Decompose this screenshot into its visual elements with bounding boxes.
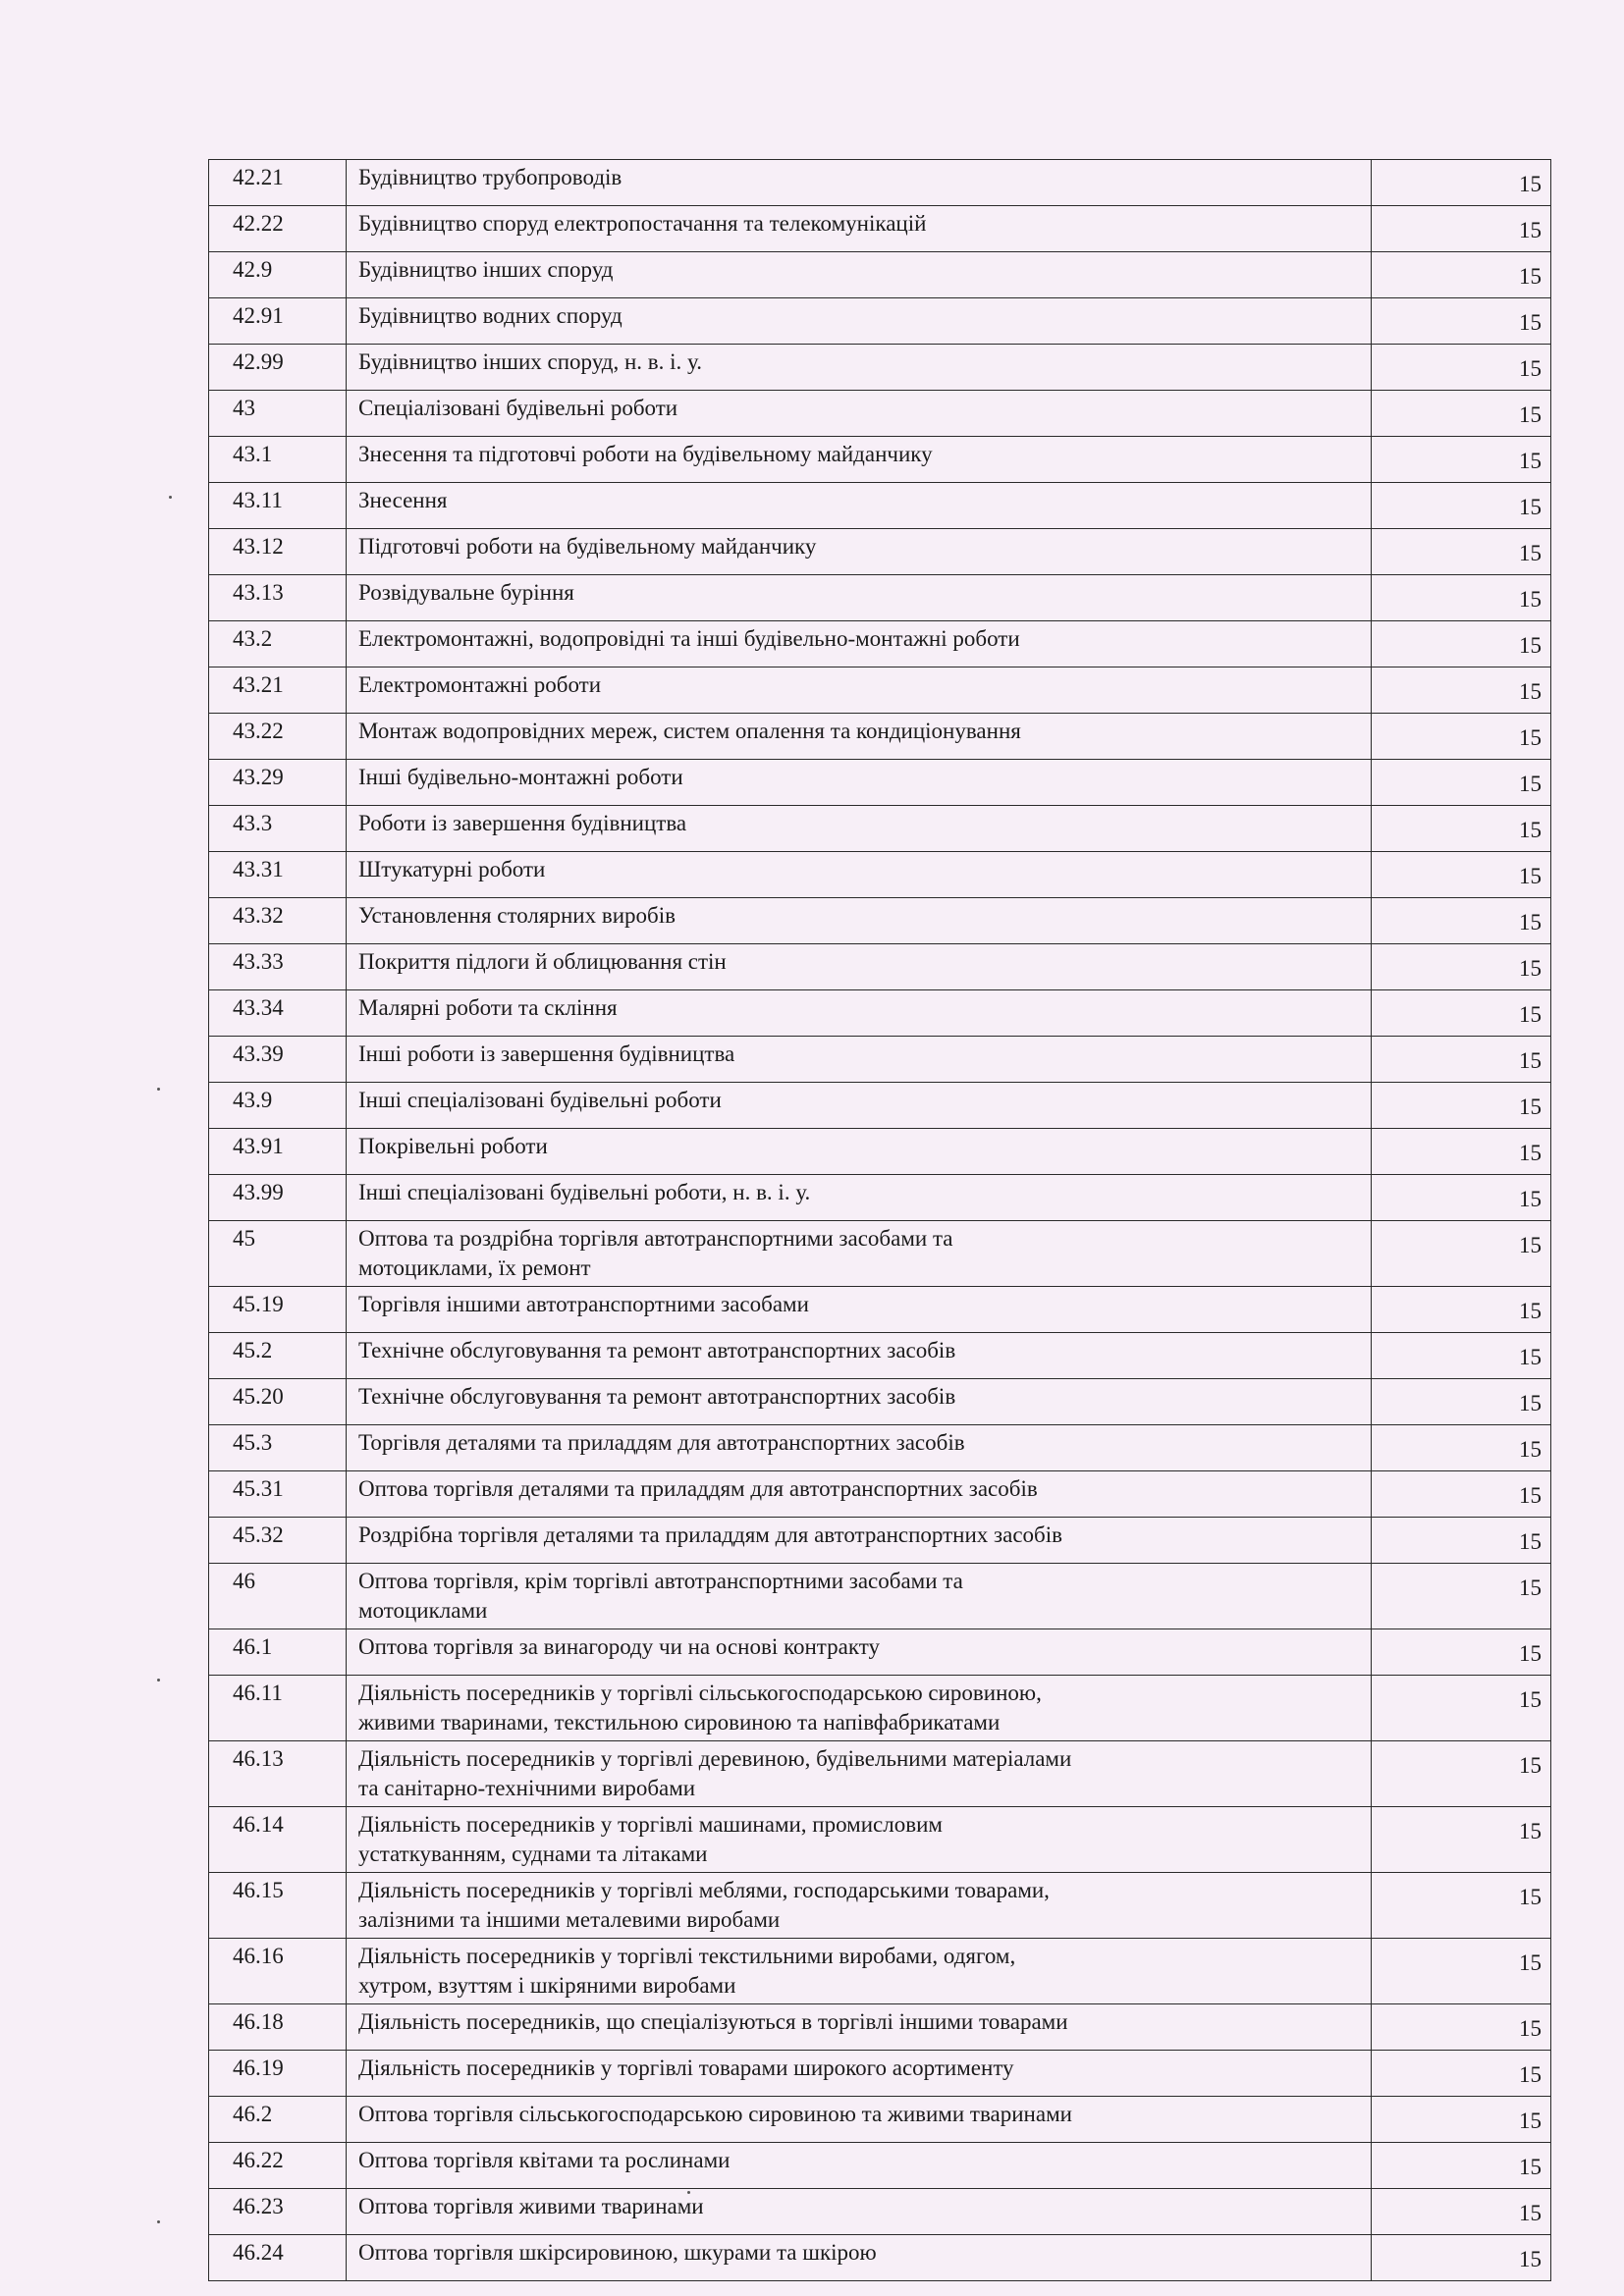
table-row — [209, 1037, 1551, 1083]
table-row — [209, 1807, 1551, 1873]
activity-code: 46.22 — [209, 2143, 347, 2189]
activity-code: 43.3 — [209, 806, 347, 852]
activity-rate: 15 — [1372, 1564, 1551, 1629]
activity-code: 42.91 — [209, 298, 347, 345]
activity-code: 46.14 — [209, 1807, 347, 1873]
activity-code: 43.12 — [209, 529, 347, 575]
activity-description: Малярні роботи та скління — [347, 990, 1372, 1037]
activity-rate: 15 — [1372, 667, 1551, 714]
table-row — [209, 1083, 1551, 1129]
activity-rate: 15 — [1372, 206, 1551, 252]
activity-code: 43.32 — [209, 898, 347, 944]
table-row — [209, 714, 1551, 760]
activity-code: 42.99 — [209, 345, 347, 391]
activity-description: Діяльність посередників у торгівлі меблями, господарськими товарами, залізними та іншими металевими виробами — [347, 1873, 1372, 1939]
activity-code: 43.21 — [209, 667, 347, 714]
activity-description: Торгівля деталями та приладдям для автотранспортних засобів — [347, 1425, 1372, 1471]
activity-code: 43 — [209, 391, 347, 437]
activity-description: Інші роботи із завершення будівництва — [347, 1037, 1372, 1083]
activity-description: Діяльність посередників у торгівлі текстильними виробами, одягом, хутром, взуттям і шкіряними виробами — [347, 1939, 1372, 2004]
activity-rate: 15 — [1372, 1518, 1551, 1564]
activity-description: Розвідувальне буріння — [347, 575, 1372, 621]
activity-code: 46 — [209, 1564, 347, 1629]
table-row — [209, 1287, 1551, 1333]
table-row — [209, 2004, 1551, 2051]
activity-description: Покрівельні роботи — [347, 1129, 1372, 1175]
table-row — [209, 345, 1551, 391]
table-row — [209, 1129, 1551, 1175]
activity-description: Роботи із завершення будівництва — [347, 806, 1372, 852]
table-row — [209, 1939, 1551, 2004]
table-row — [209, 2235, 1551, 2281]
table-row — [209, 160, 1551, 206]
activity-code: 42.9 — [209, 252, 347, 298]
table-row — [209, 483, 1551, 529]
activity-codes-table — [208, 159, 1551, 2281]
activity-code: 43.91 — [209, 1129, 347, 1175]
activity-rate: 15 — [1372, 944, 1551, 990]
table-row — [209, 252, 1551, 298]
activity-rate: 15 — [1372, 1083, 1551, 1129]
activity-description: Знесення та підготовчі роботи на будівельному майданчику — [347, 437, 1372, 483]
table-row — [209, 437, 1551, 483]
table-row — [209, 944, 1551, 990]
scan-speck — [157, 2220, 160, 2223]
activity-rate: 15 — [1372, 1425, 1551, 1471]
activity-rate: 15 — [1372, 1037, 1551, 1083]
activity-rate: 15 — [1372, 806, 1551, 852]
activity-rate: 15 — [1372, 1807, 1551, 1873]
table-row — [209, 1741, 1551, 1807]
activity-description: Монтаж водопровідних мереж, систем опалення та кондиціонування — [347, 714, 1372, 760]
activity-code: 43.39 — [209, 1037, 347, 1083]
activity-description: Спеціалізовані будівельні роботи — [347, 391, 1372, 437]
table-row — [209, 1873, 1551, 1939]
activity-rate: 15 — [1372, 852, 1551, 898]
activity-rate: 15 — [1372, 621, 1551, 667]
activity-description: Оптова торгівля за винагороду чи на основі контракту — [347, 1629, 1372, 1676]
table-row — [209, 206, 1551, 252]
table-row — [209, 575, 1551, 621]
activity-code: 46.2 — [209, 2097, 347, 2143]
activity-rate: 15 — [1372, 1939, 1551, 2004]
activity-rate: 15 — [1372, 298, 1551, 345]
activity-description: Електромонтажні, водопровідні та інші будівельно-монтажні роботи — [347, 621, 1372, 667]
activity-code: 45.32 — [209, 1518, 347, 1564]
activity-rate: 15 — [1372, 1629, 1551, 1676]
activity-description: Діяльність посередників, що спеціалізуються в торгівлі іншими товарами — [347, 2004, 1372, 2051]
table-row — [209, 2051, 1551, 2097]
activity-description: Будівництво споруд електропостачання та телекомунікацій — [347, 206, 1372, 252]
activity-rate: 15 — [1372, 990, 1551, 1037]
activity-rate: 15 — [1372, 2097, 1551, 2143]
table-row — [209, 529, 1551, 575]
activity-code: 46.16 — [209, 1939, 347, 2004]
activity-code: 45 — [209, 1221, 347, 1287]
table-row — [209, 298, 1551, 345]
scan-speck — [157, 1679, 160, 1682]
scan-speck — [687, 2191, 690, 2194]
activity-code: 43.2 — [209, 621, 347, 667]
activity-rate: 15 — [1372, 437, 1551, 483]
activity-rate: 15 — [1372, 1471, 1551, 1518]
activity-rate: 15 — [1372, 575, 1551, 621]
table-body — [209, 160, 1551, 2281]
activity-rate: 15 — [1372, 391, 1551, 437]
activity-code: 46.13 — [209, 1741, 347, 1807]
activity-description: Штукатурні роботи — [347, 852, 1372, 898]
table-row — [209, 621, 1551, 667]
activity-description: Технічне обслуговування та ремонт автотранспортних засобів — [347, 1333, 1372, 1379]
activity-code: 43.13 — [209, 575, 347, 621]
activity-code: 43.33 — [209, 944, 347, 990]
activity-rate: 15 — [1372, 1221, 1551, 1287]
activity-code: 46.11 — [209, 1676, 347, 1741]
table-row — [209, 1221, 1551, 1287]
activity-code: 45.2 — [209, 1333, 347, 1379]
activity-rate: 15 — [1372, 714, 1551, 760]
activity-code: 46.15 — [209, 1873, 347, 1939]
activity-code: 45.19 — [209, 1287, 347, 1333]
activity-rate: 15 — [1372, 1873, 1551, 1939]
activity-rate: 15 — [1372, 2004, 1551, 2051]
activity-code: 46.19 — [209, 2051, 347, 2097]
activity-description: Будівництво трубопроводів — [347, 160, 1372, 206]
table-row — [209, 1175, 1551, 1221]
table-row — [209, 1333, 1551, 1379]
activity-description: Діяльність посередників у торгівлі деревиною, будівельними матеріалами та санітарно-технічними виробами — [347, 1741, 1372, 1807]
activity-description: Інші спеціалізовані будівельні роботи — [347, 1083, 1372, 1129]
activity-description: Покриття підлоги й облицювання стін — [347, 944, 1372, 990]
activity-code: 45.3 — [209, 1425, 347, 1471]
table-row — [209, 2143, 1551, 2189]
table-row — [209, 990, 1551, 1037]
activity-description: Діяльність посередників у торгівлі машинами, промисловим устаткуванням, суднами та літаками — [347, 1807, 1372, 1873]
table-row — [209, 391, 1551, 437]
activity-rate: 15 — [1372, 252, 1551, 298]
activity-description: Технічне обслуговування та ремонт автотранспортних засобів — [347, 1379, 1372, 1425]
activity-rate: 15 — [1372, 2051, 1551, 2097]
activity-description: Інші спеціалізовані будівельні роботи, н. в. і. у. — [347, 1175, 1372, 1221]
table-row — [209, 898, 1551, 944]
activity-description: Установлення столярних виробів — [347, 898, 1372, 944]
activity-description: Інші будівельно-монтажні роботи — [347, 760, 1372, 806]
activity-code: 42.22 — [209, 206, 347, 252]
activity-description: Оптова торгівля квітами та рослинами — [347, 2143, 1372, 2189]
table-row — [209, 2097, 1551, 2143]
activity-code: 43.1 — [209, 437, 347, 483]
activity-description: Знесення — [347, 483, 1372, 529]
activity-rate: 15 — [1372, 898, 1551, 944]
table-row — [209, 1676, 1551, 1741]
activity-code: 46.1 — [209, 1629, 347, 1676]
activity-description: Електромонтажні роботи — [347, 667, 1372, 714]
table-row — [209, 806, 1551, 852]
activity-description: Роздрібна торгівля деталями та приладдям для автотранспортних засобів — [347, 1518, 1372, 1564]
activity-code: 42.21 — [209, 160, 347, 206]
activity-code: 43.31 — [209, 852, 347, 898]
activity-rate: 15 — [1372, 483, 1551, 529]
activity-description: Будівництво водних споруд — [347, 298, 1372, 345]
activity-description: Будівництво інших споруд, н. в. і. у. — [347, 345, 1372, 391]
activity-code: 46.23 — [209, 2189, 347, 2235]
table-row — [209, 2189, 1551, 2235]
activity-rate: 15 — [1372, 1287, 1551, 1333]
activity-description: Оптова торгівля шкірсировиною, шкурами та шкірою — [347, 2235, 1372, 2281]
table-row — [209, 1518, 1551, 1564]
activity-rate: 15 — [1372, 1676, 1551, 1741]
activity-rate: 15 — [1372, 2189, 1551, 2235]
activity-rate: 15 — [1372, 1741, 1551, 1807]
activity-code: 43.99 — [209, 1175, 347, 1221]
activity-rate: 15 — [1372, 1175, 1551, 1221]
scan-speck — [169, 496, 172, 499]
activity-rate: 15 — [1372, 160, 1551, 206]
table-row — [209, 667, 1551, 714]
activity-rate: 15 — [1372, 1333, 1551, 1379]
scan-speck — [157, 1088, 160, 1091]
activity-rate: 15 — [1372, 760, 1551, 806]
activity-description: Оптова та роздрібна торгівля автотранспортними засобами та мотоциклами, їх ремонт — [347, 1221, 1372, 1287]
activity-rate: 15 — [1372, 529, 1551, 575]
activity-code: 43.22 — [209, 714, 347, 760]
activity-code: 43.11 — [209, 483, 347, 529]
activity-description: Оптова торгівля живими тваринами — [347, 2189, 1372, 2235]
activity-description: Діяльність посередників у торгівлі сільськогосподарською сировиною, живими тваринами, текстильною сировиною та напівфабрикатами — [347, 1676, 1372, 1741]
activity-description: Торгівля іншими автотранспортними засобами — [347, 1287, 1372, 1333]
activity-description: Оптова торгівля сільськогосподарською сировиною та живими тваринами — [347, 2097, 1372, 2143]
table-row — [209, 1471, 1551, 1518]
activity-description: Підготовчі роботи на будівельному майданчику — [347, 529, 1372, 575]
activity-description: Будівництво інших споруд — [347, 252, 1372, 298]
activity-description: Оптова торгівля, крім торгівлі автотранспортними засобами та мотоциклами — [347, 1564, 1372, 1629]
activity-code: 45.20 — [209, 1379, 347, 1425]
activity-code: 46.24 — [209, 2235, 347, 2281]
table-row — [209, 852, 1551, 898]
activity-code: 46.18 — [209, 2004, 347, 2051]
table-row — [209, 1564, 1551, 1629]
activity-code: 43.29 — [209, 760, 347, 806]
activity-code: 43.9 — [209, 1083, 347, 1129]
table-row — [209, 1425, 1551, 1471]
activity-rate: 15 — [1372, 345, 1551, 391]
activity-description: Оптова торгівля деталями та приладдям для автотранспортних засобів — [347, 1471, 1372, 1518]
activity-code: 45.31 — [209, 1471, 347, 1518]
activity-rate: 15 — [1372, 1129, 1551, 1175]
table-row — [209, 1629, 1551, 1676]
activity-description: Діяльність посередників у торгівлі товарами широкого асортименту — [347, 2051, 1372, 2097]
activity-code: 43.34 — [209, 990, 347, 1037]
activity-rate: 15 — [1372, 1379, 1551, 1425]
table-row — [209, 760, 1551, 806]
table-row — [209, 1379, 1551, 1425]
activity-rate: 15 — [1372, 2235, 1551, 2281]
activity-rate: 15 — [1372, 2143, 1551, 2189]
